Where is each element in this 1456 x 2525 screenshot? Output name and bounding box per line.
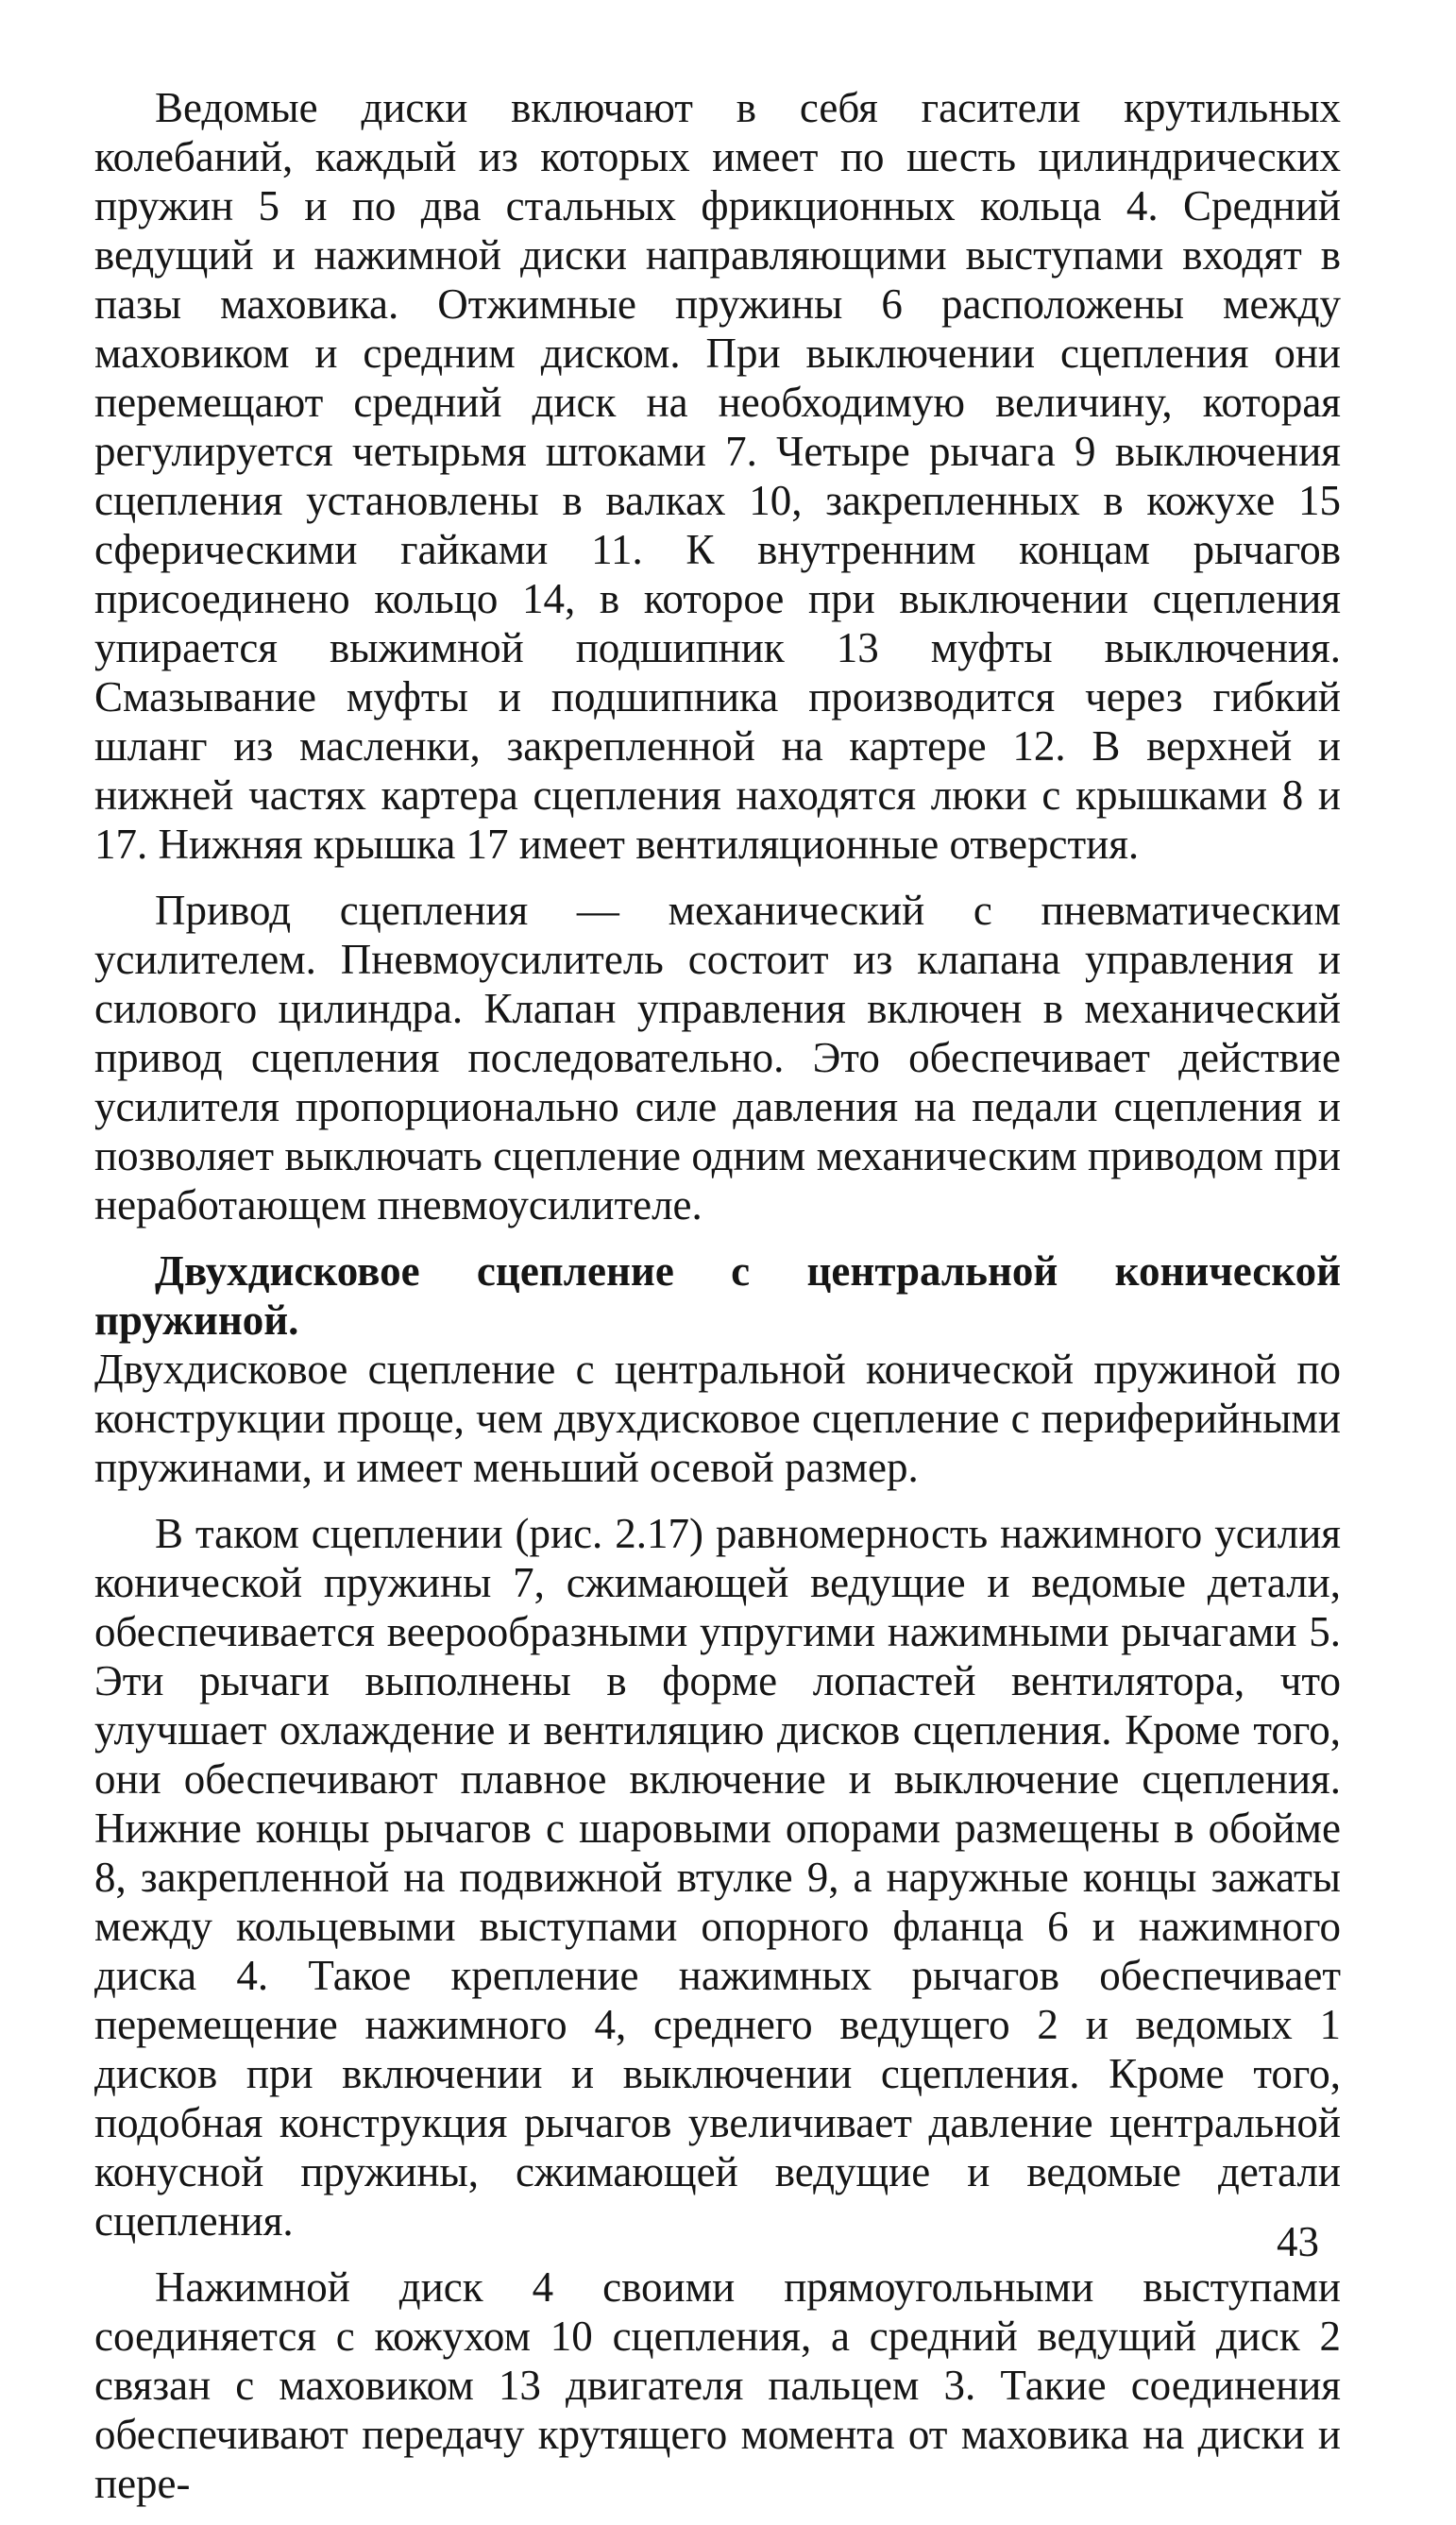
section-intro: Двухдисковое сцепление с центральной конической пружиной по конструкции проще, чем двухдисковое сцепление с периферийными пружинами, и имеет меньший осевой размер. xyxy=(94,1346,1341,1491)
paragraph-pressure-disc: Нажимной диск 4 своими прямоугольными выступами соединяется с кожухом 10 сцепления, а средний ведущий диск 2 связан с маховиком 13 двигателя пальцем 3. Такие соединения обеспечивают передачу крутящего момента от маховика на диски и пере- xyxy=(94,2263,1341,2507)
page-body xyxy=(94,83,1341,2525)
paragraph-pressure-levers: В таком сцеплении (рис. 2.17) равномерность нажимного усилия конической пружины 7, сжимающей ведущие и ведомые детали, обеспечивается веерообразными упругими нажимными рычагами 5. Эти рычаги выполнены в форме лопастей вентилятора, что улучшает охлаждение и вентиляцию дисков сцепления. Кроме того, они обеспечивают плавное включение и выключение сцепления. Нижние концы рычагов с шаровыми опорами размещены в обойме 8, закрепленной на подвижной втулке 9, а наружные концы зажаты между кольцевыми выступами опорного фланца 6 и нажимного диска 4. Такое крепление нажимных рычагов обеспечивает перемещение нажимного 4, среднего ведущего 2 и ведомых 1 дисков при включении и выключении сцепления. Кроме того, подобная конструкция рычагов увеличивает давление центральной конусной пружины, сжимающей ведущие и ведомые детали сцепления. xyxy=(94,1510,1341,2245)
section-heading: Двухдисковое сцепление с центральной конической пружиной. xyxy=(94,1247,1341,1344)
paragraph-clutch-drive: Привод сцепления — механический с пневматическим усилителем. Пневмоусилитель состоит из клапана управления и силового цилиндра. Клапан управления включен в механический привод сцепления последовательно. Это обеспечивает действие усилителя пропорционально силе давления на педали сцепления и позволяет выключать сцепление одним механическим приводом при неработающем пневмоусилителе. xyxy=(94,887,1341,1229)
paragraph-driven-discs: Ведомые диски включают в себя гасители крутильных колебаний, каждый из которых имеет по шесть цилиндрических пружин 5 и по два стальных фрикционных кольца 4. Средний ведущий и нажимной диски направляющими выступами входят в пазы маховика. Отжимные пружины 6 расположены между маховиком и средним диском. При выключении сцепления они перемещают средний диск на необходимую величину, которая регулируется четырьмя штоками 7. Четыре рычага 9 выключения сцепления установлены в валках 10, закрепленных в кожухе 15 сферическими гайками 11. К внутренним концам рычагов присоединено кольцо 14, в которое при выключении сцепления упирается выжимной подшипник 13 муфты выключения. Смазывание муфты и подшипника производится через гибкий шланг из масленки, закрепленной на картере 12. В верхней и нижней частях картера сцепления находятся люки с крышками 8 и 17. Нижняя крышка 17 имеет вентиляционные отверстия. xyxy=(94,84,1341,868)
page-number: 43 xyxy=(1277,2218,1319,2265)
section-paragraph xyxy=(94,1246,1341,1492)
